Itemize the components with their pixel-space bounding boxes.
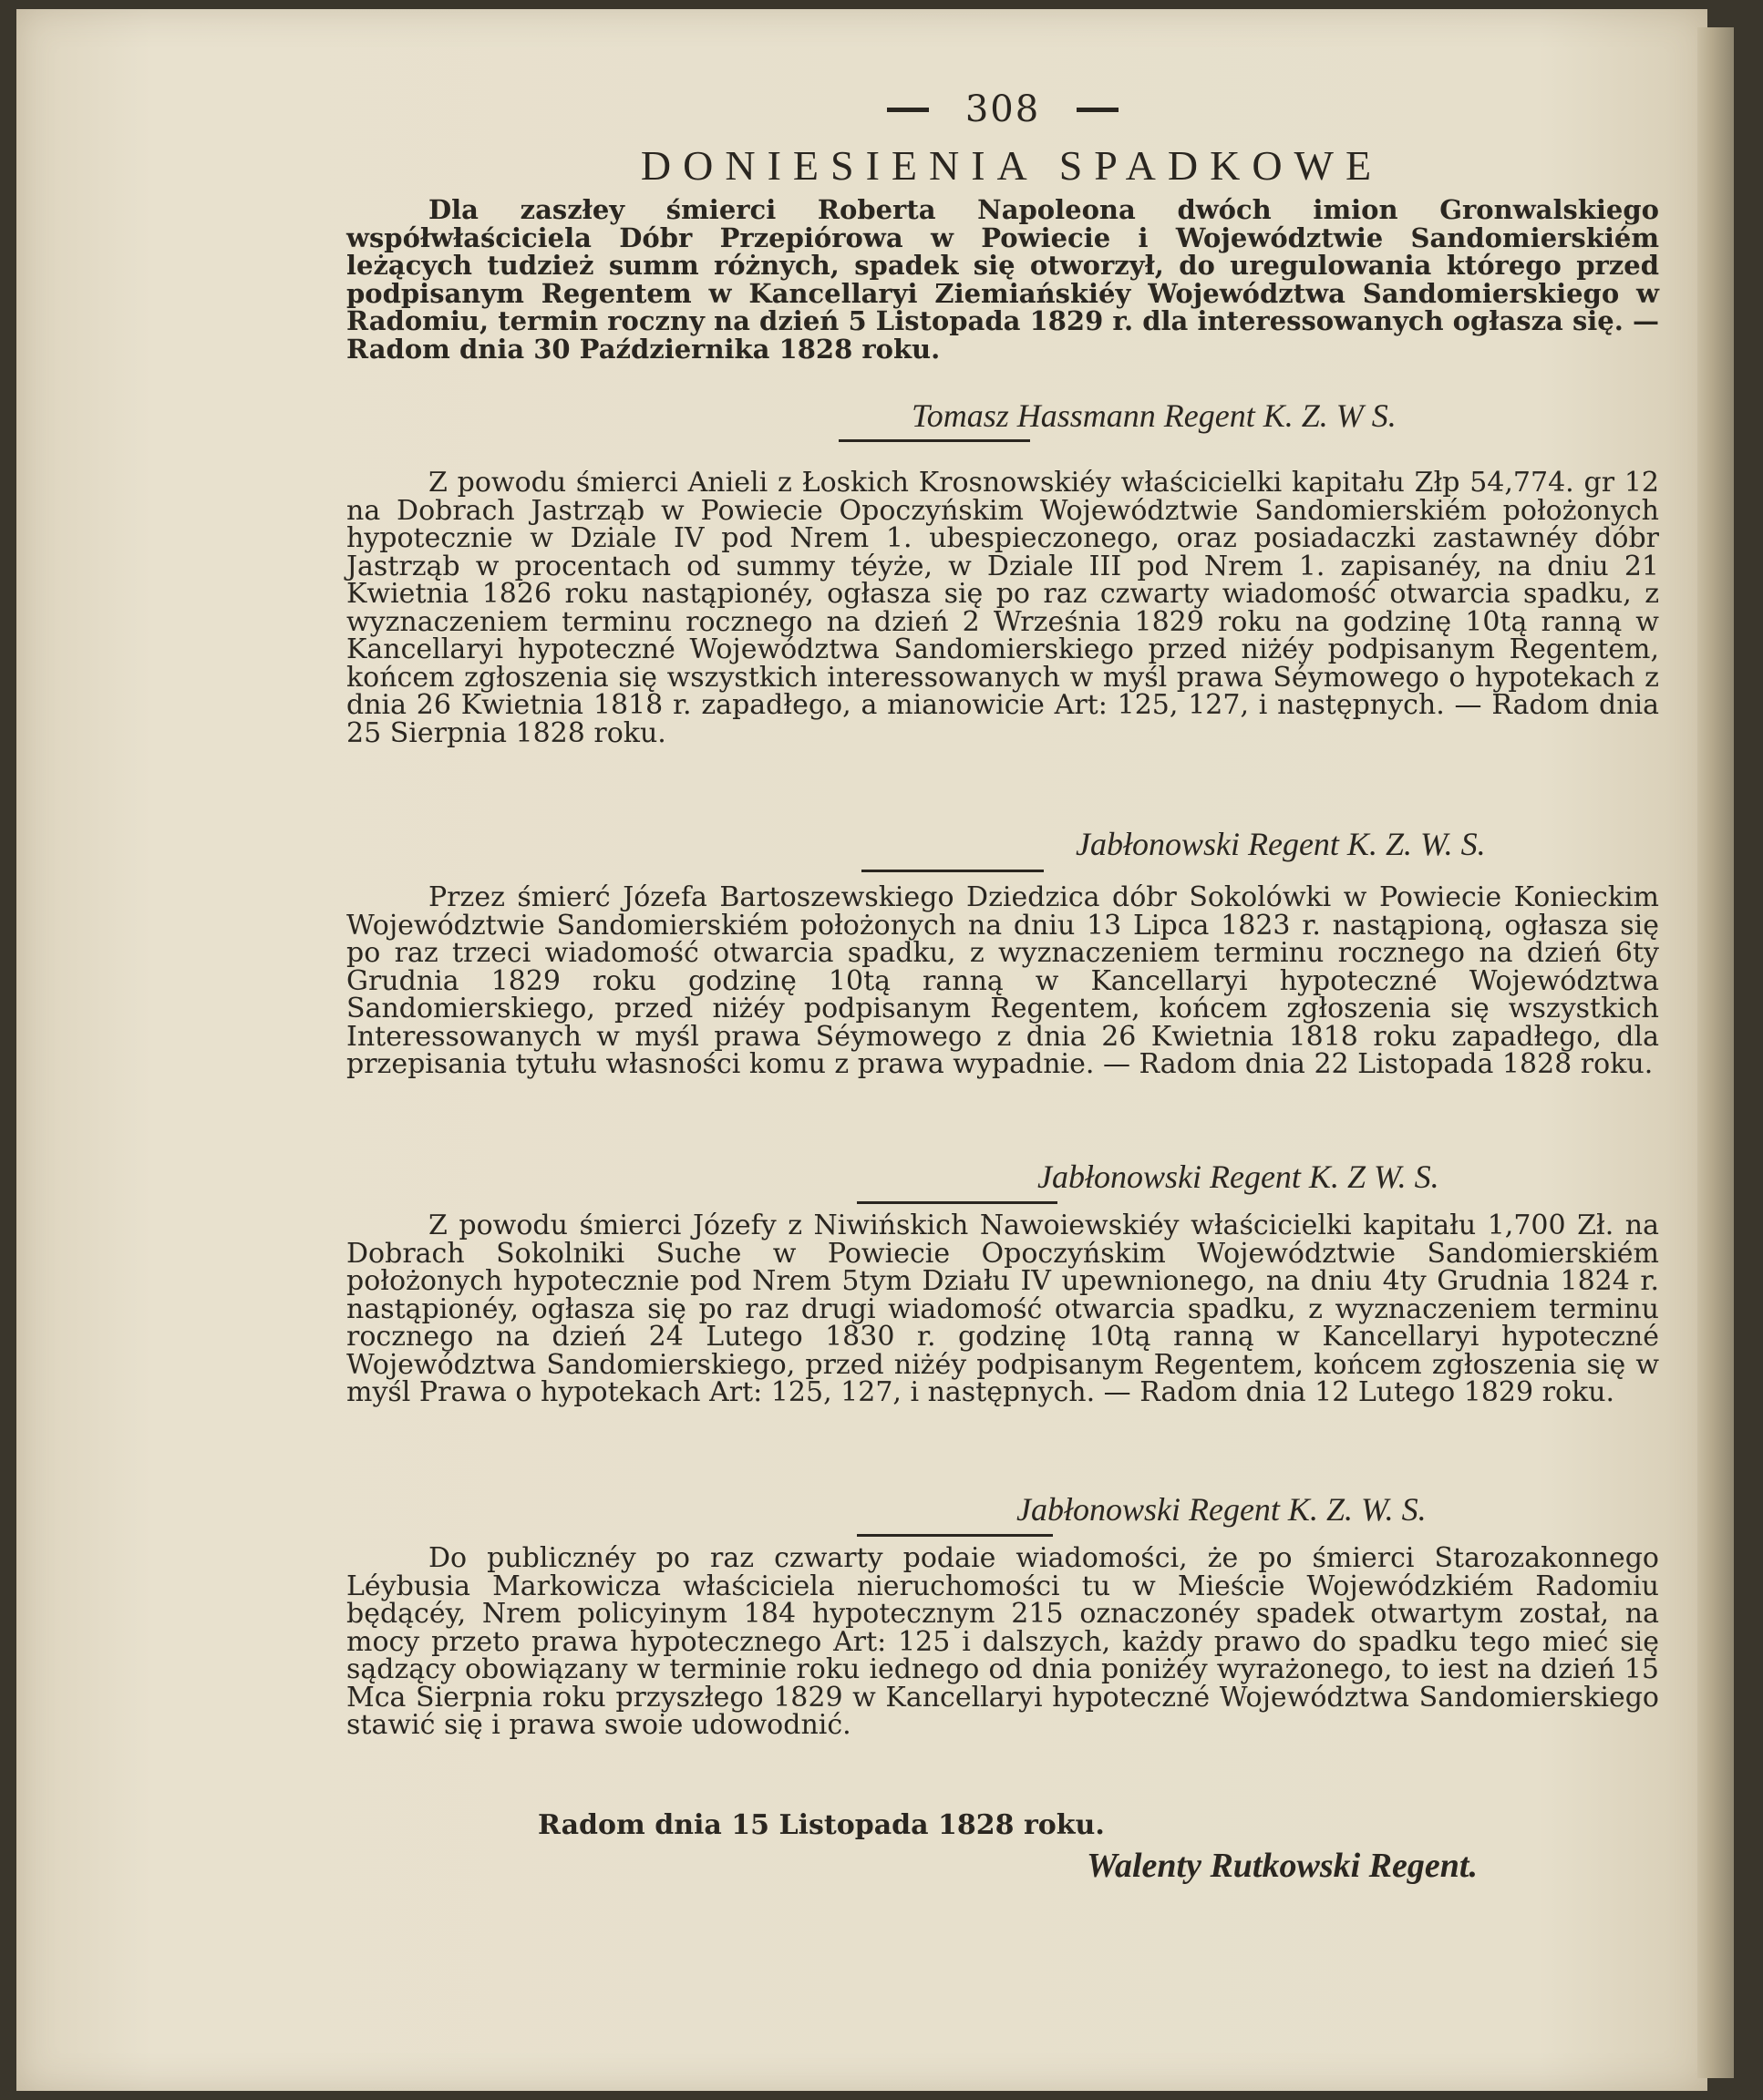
separator-rule bbox=[861, 870, 1044, 872]
notice-3-text: Przez śmierć Józefa Bartoszewskiego Dziedzica dóbr Sokolówki w Powiecie Konieckim Województwie Sandomierskiém położonych na dniu 13 Lipca 1823 r. nastąpioną, ogłasza się po raz trzeci wiadomość otwarcia spadku, z wyznaczeniem terminu rocznego na dzień 6ty Grudnia 1829 roku godzinę 10tą ranną w Kancellaryi hypoteczné Województwa Sandomierskiego, przed niżéy podpisanym Regentem, końcem zgłoszenia się wszystkich Interessowanych w myśl prawa Séymowego z dnia 26 Kwietnia 1818 roku zapadłego, dla przepisania tytułu własności komu z prawa wypadnie. — Radom dnia 22 Listopada 1828 roku. bbox=[346, 881, 1659, 1080]
notice-4-text: Z powodu śmierci Józefy z Niwińskich Nawoiewskiéy właścicielki kapitału 1,700 Zł. na Dobrach Sokolniki Suche w Powiecie Opoczyńskim Województwie Sandomierskiém położonych hypotecznie pod Nrem 5tym Działu IV upewnionego, na dniu 4ty Grudnia 1824 r. nastąpionéy, ogłasza się po raz drugi wiadomość otwarcia spadku, z wyznaczeniem terminu rocznego na dzień 24 Lutego 1830 r. godzinę 10tą ranną w Kancellaryi hypoteczné Województwa Sandomierskiego, przed niżéy podpisanym Regentem, końcem zgłoszenia się w myśl Prawa o hypotekach Art: 125, 127, i następnych. — Radom dnia 12 Lutego 1829 roku. bbox=[346, 1210, 1659, 1408]
notice-3-signature: Jabłonowski Regent K. Z W. S. bbox=[1037, 1158, 1439, 1195]
notice-4-signature: Jabłonowski Regent K. Z. W. S. bbox=[1016, 1491, 1427, 1528]
separator-rule bbox=[857, 1534, 1053, 1537]
document-page bbox=[16, 9, 1707, 2091]
page-header bbox=[839, 82, 1167, 137]
notice-2-signature: Jabłonowski Regent K. Z. W. S. bbox=[1076, 826, 1486, 862]
separator-rule bbox=[839, 439, 1030, 442]
page-title: DONIESIENIA SPADKOWE bbox=[640, 142, 1384, 189]
page-edge bbox=[1697, 27, 1734, 2078]
separator-rule bbox=[857, 1201, 1057, 1204]
header-dash-right bbox=[1077, 108, 1119, 112]
notice-5-signature: Walenty Rutkowski Regent. bbox=[1087, 1847, 1478, 1885]
notice-5-place-date: Radom dnia 15 Listopada 1828 roku. bbox=[538, 1809, 1105, 1841]
notice-2-text: Z powodu śmierci Anieli z Łoskich Krosnowskiéy właścicielki kapitału Złp 54,774. gr 12 na Dobrach Jastrząb w Powiecie Opoczyńskim Województwie Sandomierskiém położonych hypotecznie w Dziale IV pod Nrem 1. ubespieczonego, oraz posiadaczki zastawnéy dóbr Jastrząb w procentach od summy téyże, w Dziale III pod Nrem 1. zapisanéy, na dniu 21 Kwietnia 1826 roku nastąpionéy, ogłasza się po raz czwarty wiadomość otwarcia spadku, z wyznaczeniem terminu rocznego na dzień 2 Września 1829 roku na godzinę 10tą ranną w Kancellaryi hypoteczné Województwa Sandomierskiego przed niżéy podpisanym Regentem, końcem zgłoszenia się wszystkich interessowanych w myśl prawa Séymowego o hypotekach z dnia 26 Kwietnia 1818 r. zapadłego, a mianowicie Art: 125, 127, i następnych. — Radom dnia 25 Sierpnia 1828 roku. bbox=[346, 467, 1659, 749]
notice-5-text: Do publicznéy po raz czwarty podaie wiadomości, że po śmierci Starozakonnego Léybusia Markowicza właściciela nieruchomości tu w Mieście Wojewódzkiém Radomiu będącéy, Nrem policyinym 184 hypotecznym 215 oznaczonéy spadek otwartym został, na mocy przeto prawa hypotecznego Art: 125 i dalszych, każdy prawo do spadku tego mieć się sądzący obowiązany w terminie roku iednego od dnia poniżéy wyrażonego, to iest na dzień 15 Mca Sierpnia roku przyszłego 1829 w Kancellaryi hypoteczné Województwa Sandomierskiego stawić się i prawa swoie udowodnić. bbox=[346, 1542, 1659, 1741]
notice-1-signature: Tomasz Hassmann Regent K. Z. W S. bbox=[912, 397, 1397, 434]
page-number: 308 bbox=[964, 88, 1041, 130]
header-dash-left bbox=[887, 108, 929, 112]
notice-1-text: Dla zaszłey śmierci Roberta Napoleona dwóch imion Gronwalskiego współwłaściciela Dóbr Przepiórowa w Powiecie i Województwie Sandomierskiém leżących tudzież summ różnych, spadek się otworzył, do uregulowania którego przed podpisanym Regentem w Kancellaryi Ziemiańskiéy Województwa Sandomierskiego w Radomiu, termin roczny na dzień 5 Listopada 1829 r. dla interessowanych ogłasza się. — Radom dnia 30 Października 1828 roku. bbox=[346, 194, 1659, 365]
